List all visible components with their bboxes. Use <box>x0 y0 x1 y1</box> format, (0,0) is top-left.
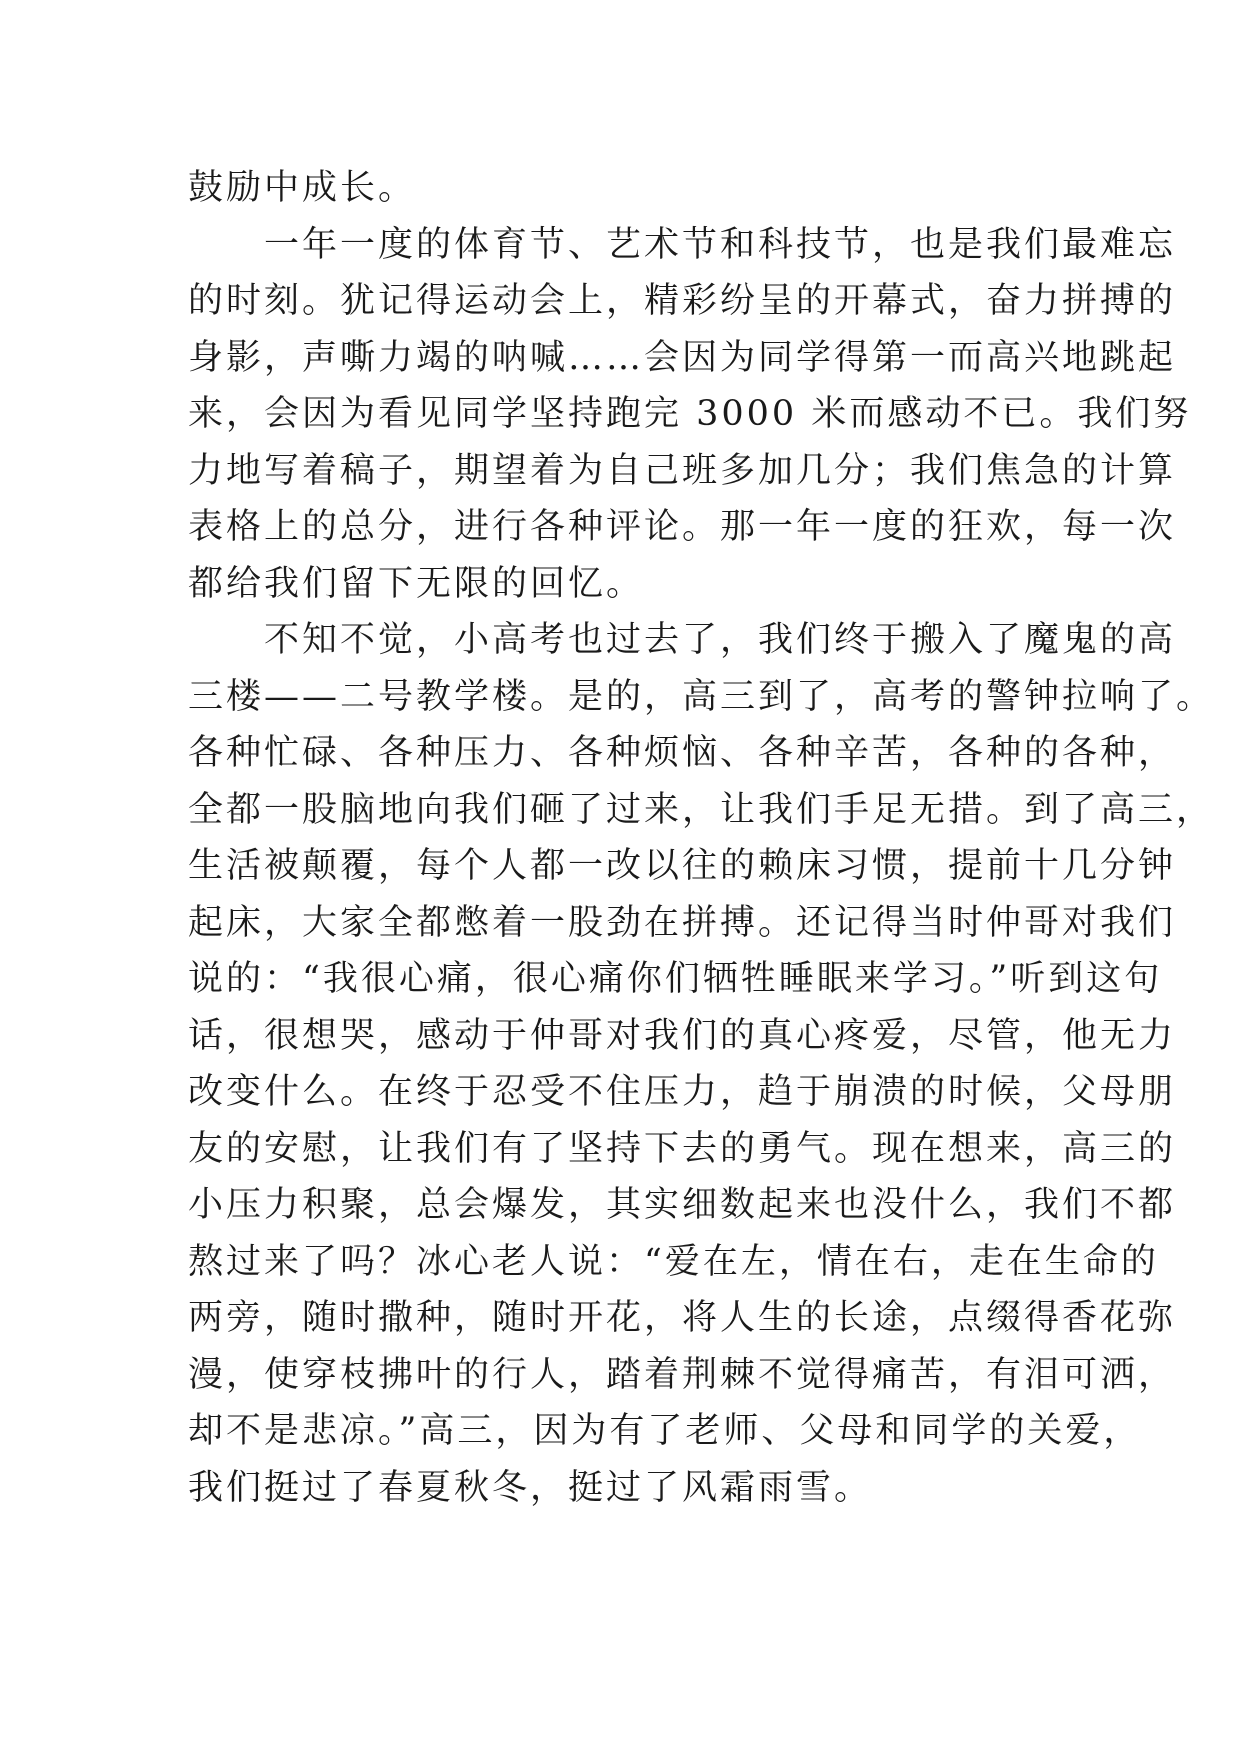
text-line: 三楼——二号教学楼。是的，高三到了，高考的警钟拉响了。 <box>188 676 1215 717</box>
text-line: 小压力积聚，总会爆发，其实细数起来也没什么，我们不都 <box>188 1185 1177 1225</box>
text-line: 都给我们留下无限的回忆。 <box>188 563 645 604</box>
text-line: 身影，声嘶力竭的呐喊……会因为同学得第一而高兴地跳起 <box>188 337 1177 378</box>
text-line: 友的安慰，让我们有了坚持下去的勇气。现在想来，高三的 <box>188 1128 1177 1169</box>
text-line: 来，会因为看见同学坚持跑完 3000 米而感动不已。我们努 <box>188 394 1192 434</box>
text-line: 的时刻。犹记得运动会上，精彩纷呈的开幕式，奋力拼搏的 <box>188 281 1177 321</box>
text-line: 说的：“我很心痛，很心痛你们牺牲睡眠来学习。”听到这句 <box>188 959 1163 999</box>
text-line: 漫，使穿枝拂叶的行人，踏着荆棘不觉得痛苦，有泪可洒， <box>188 1354 1177 1395</box>
text-line: 熬过来了吗？冰心老人说：“爱在左，情在右，走在生命的 <box>188 1241 1159 1282</box>
text-line: 却不是悲凉。”高三，因为有了老师、父母和同学的关爱， <box>188 1411 1142 1451</box>
text-line: 起床，大家全都憋着一股劲在拼搏。还记得当时仲哥对我们 <box>188 902 1177 943</box>
text-line: 鼓励中成长。 <box>188 168 417 208</box>
text-line: 表格上的总分，进行各种评论。那一年一度的狂欢，每一次 <box>188 507 1177 547</box>
text-line: 全都一股脑地向我们砸了过来，让我们手足无措。到了高三， <box>188 789 1215 830</box>
paragraph-first-line: 不知不觉，小高考也过去了，我们终于搬入了魔鬼的高 <box>264 620 1177 660</box>
text-line: 各种忙碌、各种压力、各种烦恼、各种辛苦，各种的各种， <box>188 733 1177 773</box>
body-text <box>188 160 1215 1516</box>
text-line: 生活被颠覆，每个人都一改以往的赖床习惯，提前十几分钟 <box>188 846 1177 886</box>
text-line: 两旁，随时撒种，随时开花，将人生的长途，点缀得香花弥 <box>188 1298 1177 1338</box>
text-line: 话，很想哭，感动于仲哥对我们的真心疼爱，尽管，他无力 <box>188 1015 1177 1056</box>
text-line: 我们挺过了春夏秋冬，挺过了风霜雨雪。 <box>188 1467 873 1508</box>
text-line: 力地写着稿子，期望着为自己班多加几分；我们焦急的计算 <box>188 450 1177 491</box>
paragraph-first-line: 一年一度的体育节、艺术节和科技节，也是我们最难忘 <box>264 224 1177 265</box>
text-line: 改变什么。在终于忍受不住压力，趋于崩溃的时候，父母朋 <box>188 1072 1177 1112</box>
